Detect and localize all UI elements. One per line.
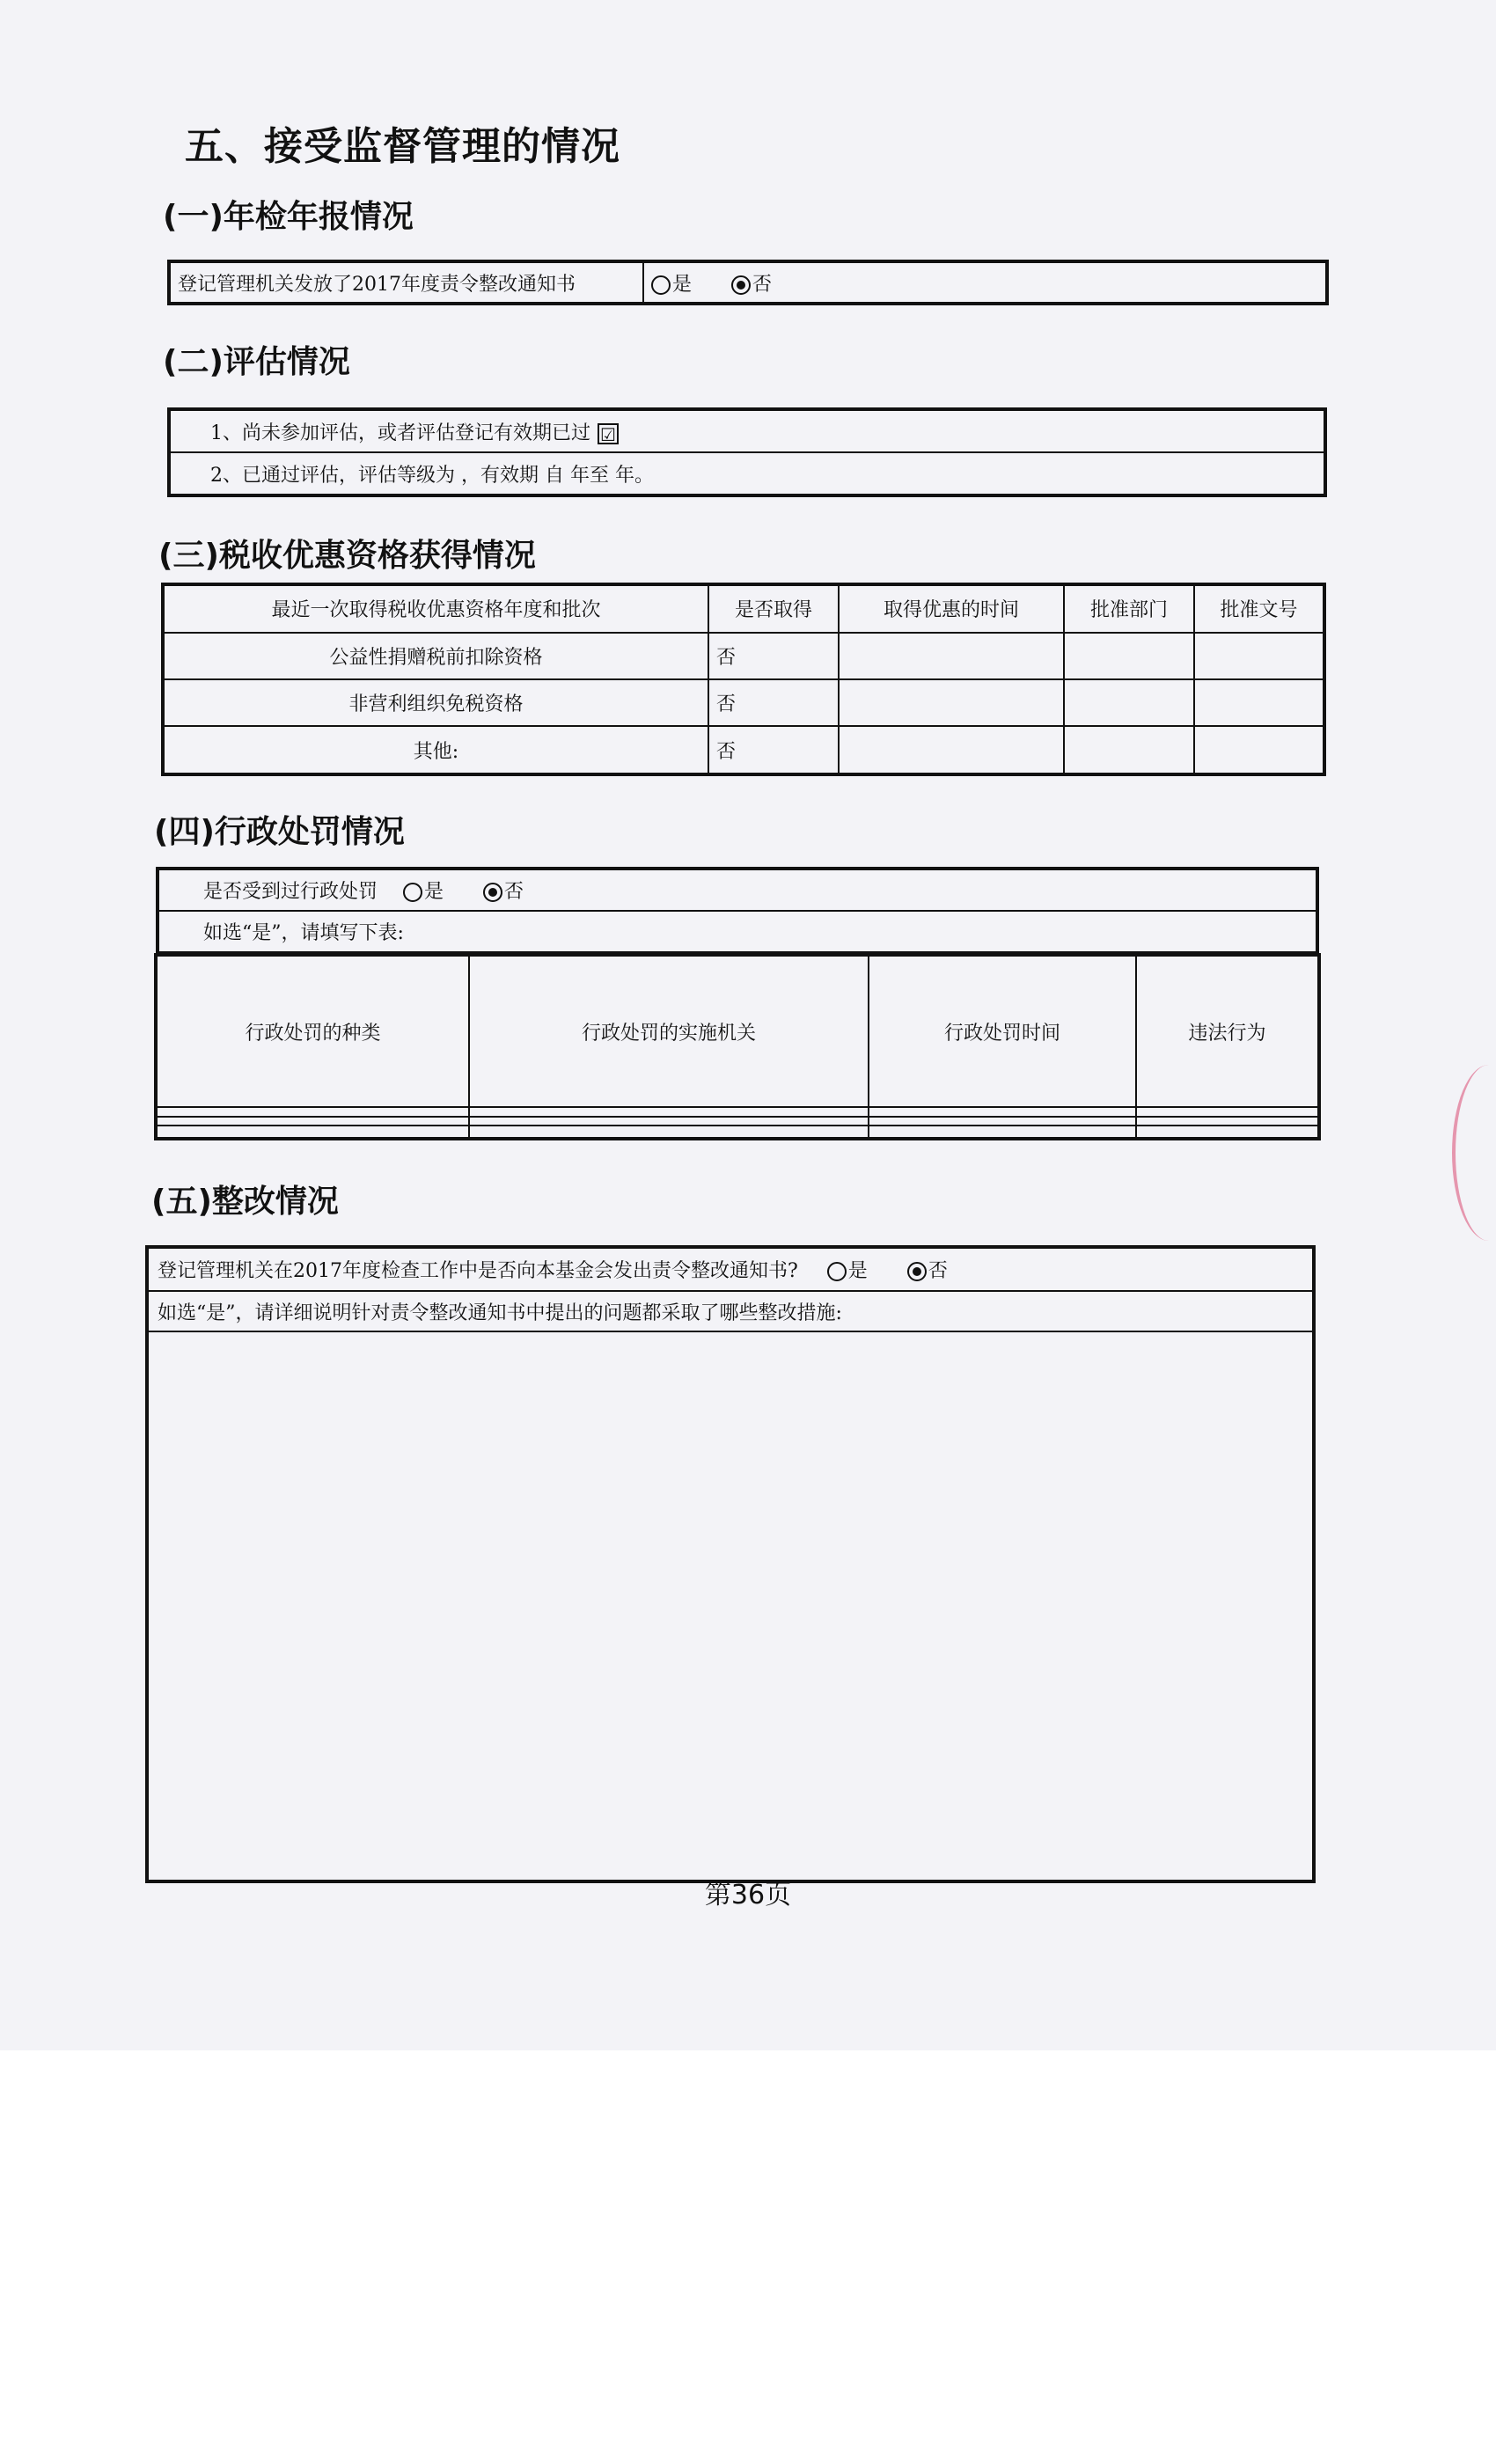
- tax-row-department: [1064, 679, 1194, 726]
- tax-row-time: [839, 633, 1064, 679]
- rectification-no-option[interactable]: 否: [907, 1256, 948, 1283]
- penalty-question-row: 是否受到过行政处罚 是 否: [158, 869, 1317, 911]
- tax-header-department: 批准部门: [1064, 584, 1194, 633]
- tax-row-time: [839, 726, 1064, 774]
- penalty-cell[interactable]: [1136, 1107, 1319, 1116]
- tax-row-department: [1064, 633, 1194, 679]
- tax-row-time: [839, 679, 1064, 726]
- section-rectification-heading: (五)整改情况: [151, 1184, 339, 1220]
- page-number: 第36页: [704, 1880, 792, 1910]
- table-row: [156, 1107, 1319, 1116]
- table-row: [163, 679, 1324, 726]
- penalty-header-violation: 违法行为: [1136, 955, 1319, 1107]
- table-row: [156, 1117, 1319, 1126]
- annual-yes-option[interactable]: 是: [651, 269, 692, 297]
- radio-icon: [827, 1262, 847, 1281]
- rectification-question-row: 登记管理机关在2017年度检查工作中是否向本基金会发出责令整改通知书? 是 否: [147, 1247, 1314, 1291]
- tax-header-year: 最近一次取得税收优惠资格年度和批次: [163, 584, 708, 633]
- penalty-header-time: 行政处罚时间: [869, 955, 1136, 1107]
- section-annual-heading: (一)年检年报情况: [163, 199, 414, 235]
- assessment-table: [167, 407, 1327, 497]
- annual-table: [167, 260, 1329, 305]
- radio-selected-icon: [483, 883, 502, 902]
- tax-header-time: 取得优惠的时间: [839, 584, 1064, 633]
- tax-header-docno: 批准文号: [1194, 584, 1324, 633]
- tax-row-obtained: 否: [708, 726, 839, 774]
- tax-row-docno: [1194, 633, 1324, 679]
- tax-table: [161, 583, 1326, 776]
- penalty-yes-option[interactable]: 是: [403, 876, 444, 904]
- tax-row-docno: [1194, 726, 1324, 774]
- red-seal-stamp: [1452, 1065, 1496, 1241]
- penalty-table: [154, 953, 1321, 1140]
- tax-row-obtained: 否: [708, 679, 839, 726]
- rectification-measures-field[interactable]: [147, 1331, 1314, 1881]
- penalty-cell[interactable]: [156, 1117, 469, 1126]
- table-row: [163, 726, 1324, 774]
- checkbox-checked-icon[interactable]: ☑: [598, 423, 619, 444]
- tax-row-obtained: 否: [708, 633, 839, 679]
- section-tax-heading: (三)税收优惠资格获得情况: [158, 538, 536, 574]
- penalty-cell[interactable]: [869, 1126, 1136, 1139]
- tax-row-name: 其他:: [163, 726, 708, 774]
- page-title: 五、接受监督管理的情况: [185, 124, 620, 169]
- penalty-cell[interactable]: [469, 1107, 869, 1116]
- radio-selected-icon: [907, 1262, 927, 1281]
- penalty-header-type: 行政处罚的种类: [156, 955, 469, 1107]
- rectification-table: [145, 1245, 1316, 1883]
- tax-header-obtained: 是否取得: [708, 584, 839, 633]
- penalty-cell[interactable]: [869, 1107, 1136, 1116]
- radio-icon: [403, 883, 422, 902]
- annual-question: 登记管理机关发放了2017年度责令整改通知书: [169, 261, 643, 304]
- penalty-instruction: 如选“是”，请填写下表:: [158, 911, 1317, 953]
- tax-row-name: 非营利组织免税资格: [163, 679, 708, 726]
- section-penalty-heading: (四)行政处罚情况: [154, 814, 405, 850]
- penalty-cell[interactable]: [469, 1126, 869, 1139]
- tax-row-docno: [1194, 679, 1324, 726]
- annual-options: [643, 261, 1327, 304]
- rectification-yes-option[interactable]: 是: [827, 1256, 868, 1283]
- table-row: [163, 633, 1324, 679]
- tax-row-name: 公益性捐赠税前扣除资格: [163, 633, 708, 679]
- penalty-header-agency: 行政处罚的实施机关: [469, 955, 869, 1107]
- table-row: [156, 1126, 1319, 1139]
- penalty-cell[interactable]: [156, 1107, 469, 1116]
- penalty-cell[interactable]: [469, 1117, 869, 1126]
- tax-row-department: [1064, 726, 1194, 774]
- annual-no-option[interactable]: 否: [731, 269, 772, 297]
- penalty-no-option[interactable]: 否: [483, 876, 524, 904]
- penalty-cell[interactable]: [869, 1117, 1136, 1126]
- penalty-cell[interactable]: [156, 1126, 469, 1139]
- penalty-question-table: [156, 867, 1319, 955]
- radio-icon: [651, 275, 671, 295]
- penalty-cell[interactable]: [1136, 1126, 1319, 1139]
- assessment-line2: 2、已通过评估，评估等级为 ，有效期 自 年至 年。: [169, 452, 1325, 495]
- rectification-instruction: 如选“是”，请详细说明针对责令整改通知书中提出的问题都采取了哪些整改措施:: [147, 1291, 1314, 1331]
- radio-selected-icon: [731, 275, 751, 295]
- penalty-cell[interactable]: [1136, 1117, 1319, 1126]
- assessment-line1: 1、尚未参加评估，或者评估登记有效期已过 ☑: [169, 409, 1325, 452]
- section-assessment-heading: (二)评估情况: [163, 344, 350, 380]
